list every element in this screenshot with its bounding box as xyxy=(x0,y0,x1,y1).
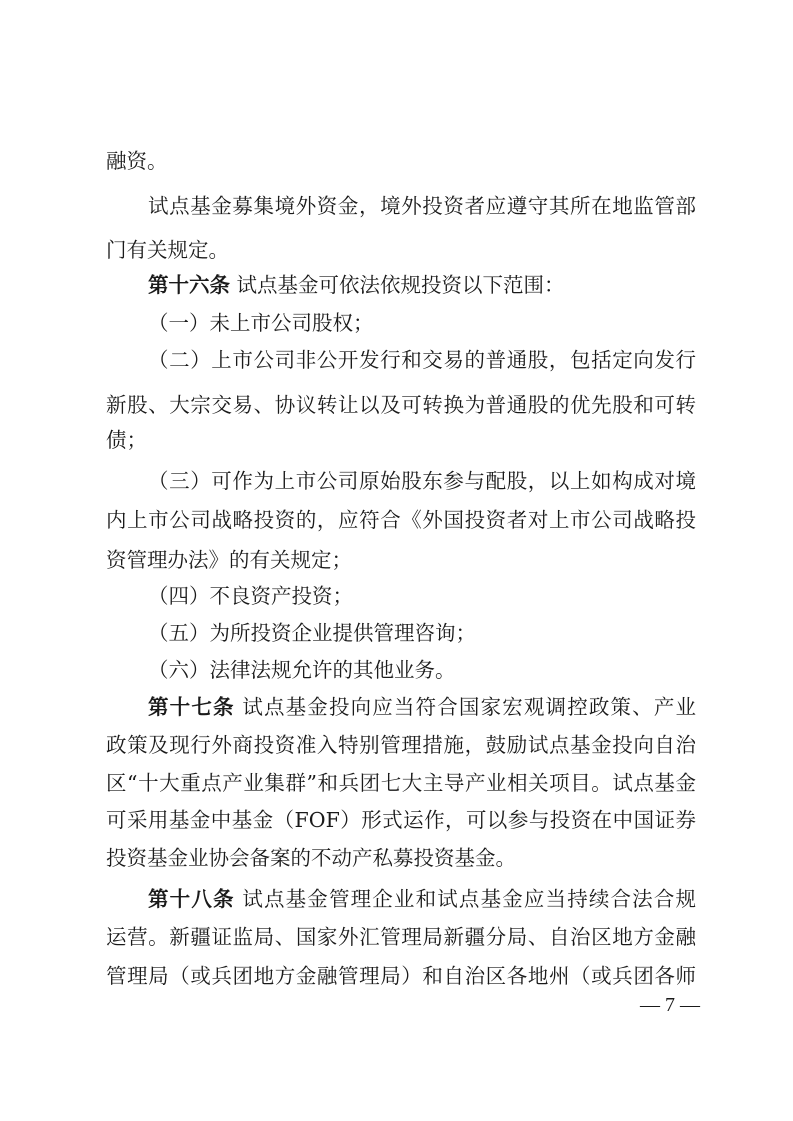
text-segment: （二）上市公司非公开发行和交易的普通股，包括定向发行 xyxy=(148,348,696,372)
text-line xyxy=(106,843,696,873)
text-segment: 资管理办法》的有关规定； xyxy=(106,548,352,572)
text-segment: （六）法律法规允许的其他业务。 xyxy=(148,658,456,682)
text-segment: 政策及现行外商投资准入特别管理措施，鼓励试点基金投向自治 xyxy=(106,733,696,757)
text-line xyxy=(148,466,696,496)
page-number: — 7 — xyxy=(640,994,700,1016)
text-segment: 试点基金募集境外资金，境外投资者应遵守其所在地监管部 xyxy=(148,194,696,218)
article-heading: 第十七条 xyxy=(148,695,235,719)
text-segment: （一）未上市公司股权； xyxy=(148,311,374,335)
text-segment: 区“十大重点产业集群”和兵团七大主导产业相关项目。试点基金 xyxy=(106,771,696,795)
text-segment: 融资。 xyxy=(106,149,168,173)
text-line xyxy=(148,655,696,685)
text-segment: （三）可作为上市公司原始股东参与配股，以上如构成对境 xyxy=(148,469,696,493)
text-line xyxy=(148,692,696,722)
text-segment: 管理局（或兵团地方金融管理局）和自治区各地州（或兵团各师 xyxy=(106,964,696,988)
article-heading: 第十六条 xyxy=(148,273,230,297)
text-segment: 债； xyxy=(106,428,147,452)
text-segment: 门有关规定。 xyxy=(106,238,229,262)
text-line xyxy=(106,730,696,760)
text-segment: 运营。新疆证监局、国家外汇管理局新疆分局、自治区地方金融 xyxy=(106,925,696,949)
text-line xyxy=(106,425,696,455)
text-line xyxy=(106,545,696,575)
text-line xyxy=(106,961,696,991)
text-line xyxy=(106,505,696,535)
text-line xyxy=(106,235,696,265)
text-line xyxy=(148,618,696,648)
text-segment: 新股、大宗交易、协议转让以及可转换为普通股的优先股和可转 xyxy=(106,393,696,417)
text-line xyxy=(148,581,696,611)
text-line xyxy=(106,922,696,952)
text-line xyxy=(148,270,696,300)
text-segment: （五）为所投资企业提供管理咨询； xyxy=(148,621,476,645)
text-segment: 试点基金管理企业和试点基金应当持续合法合规 xyxy=(234,887,696,911)
text-line xyxy=(106,146,696,176)
text-line xyxy=(106,805,696,835)
text-segment: 投资基金业协会备案的不动产私募投资基金。 xyxy=(106,846,516,870)
text-line xyxy=(148,345,696,375)
article-heading: 第十八条 xyxy=(148,887,235,911)
text-segment: 试点基金投向应当符合国家宏观调控政策、产业 xyxy=(234,695,696,719)
text-segment: （四）不良资产投资； xyxy=(148,584,353,608)
text-segment: 可采用基金中基金（FOF）形式运作，可以参与投资在中国证券 xyxy=(106,808,696,832)
text-segment: 内上市公司战略投资的，应符合《外国投资者对上市公司战略投 xyxy=(106,508,696,532)
text-line xyxy=(106,390,696,420)
text-segment: 试点基金可依法依规投资以下范围： xyxy=(230,273,565,297)
text-line xyxy=(148,308,696,338)
text-line xyxy=(148,884,696,914)
text-line xyxy=(148,191,696,221)
text-line xyxy=(106,768,696,798)
